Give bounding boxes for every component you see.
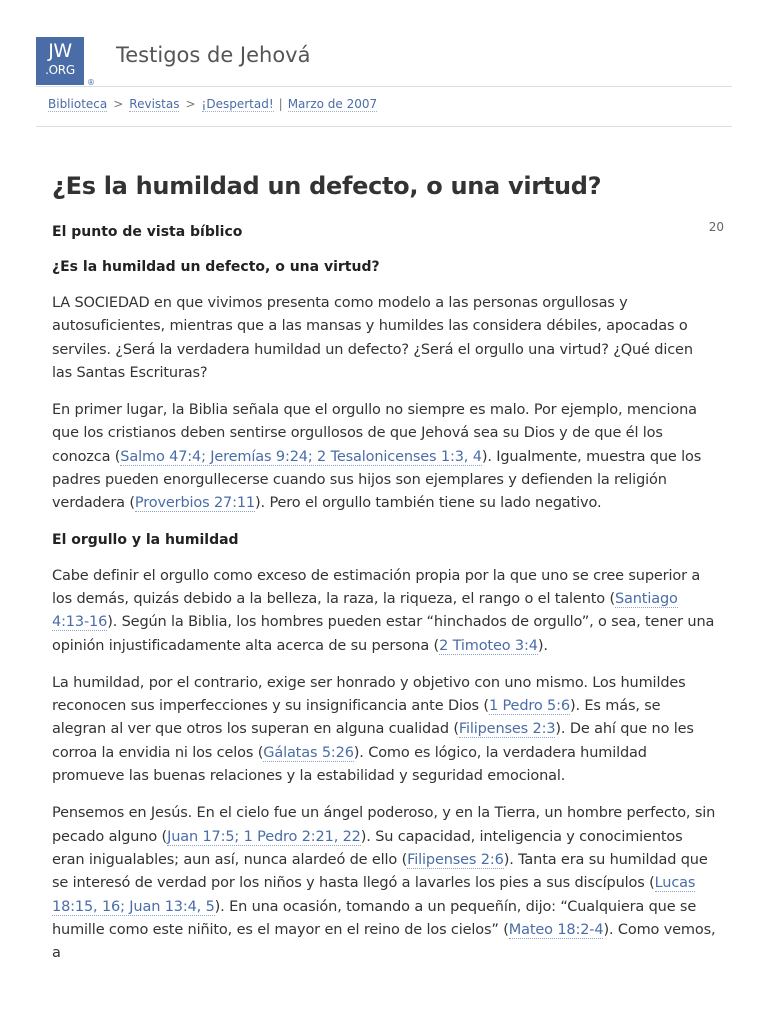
chevron-right-icon: >	[113, 97, 124, 111]
scripture-link[interactable]: Proverbios 27:11	[134, 495, 256, 512]
scripture-link[interactable]: Filipenses 2:3	[458, 721, 556, 738]
text: Cabe definir el orgullo como exceso de estimación propia por la que uno se cree superior a los demás, quizás debido a la belleza, la raza, la riqueza, el rango o el talento (	[52, 567, 701, 607]
paragraph-4	[52, 672, 716, 788]
scripture-link[interactable]: Santiago 4:13-16	[52, 590, 678, 631]
site-title[interactable]: Testigos de Jehová	[116, 43, 311, 67]
scripture-link[interactable]: Filipenses 2:6	[407, 851, 504, 868]
section-heading: El orgullo y la humildad	[52, 531, 239, 548]
registered-mark: ®	[87, 78, 95, 87]
text: ). En una ocasión, tomando a un pequeñín, dijo: “Cualquiera que se humille como este niñito, es el mayor en el reino de los cielos” (	[52, 898, 697, 938]
breadcrumb-divider	[36, 126, 732, 127]
breadcrumb-biblioteca[interactable]: Biblioteca	[48, 97, 108, 111]
scripture-link[interactable]: 1 Pedro 5:6	[488, 698, 570, 715]
jw-org-logo[interactable]	[36, 37, 84, 85]
page-number: 20	[708, 220, 724, 234]
breadcrumb-revistas[interactable]: Revistas	[129, 97, 180, 111]
header-divider	[36, 86, 732, 87]
text: ). Según la Biblia, los hombres pueden estar “hinchados de orgullo”, o sea, tener una opinión injustificadamente alta acerca de su persona (	[52, 614, 715, 654]
logo-text-jw: JW	[48, 40, 72, 62]
article	[52, 168, 724, 979]
logo-text-org: .ORG	[45, 63, 75, 77]
article-subtitle: ¿Es la humildad un defecto, o una virtud?	[52, 259, 380, 275]
breadcrumb-issue[interactable]: Marzo de 2007	[287, 97, 378, 111]
text: ). Tanta era su humildad que se interesó de verdad por los niños y hasta llegó a lavarles los pies a sus discípulos (	[52, 851, 708, 892]
paragraph-1: LA SOCIEDAD en que vivimos presenta como modelo a las personas orgullosas y autosuficientes, mientras que a las mansas y humildes las considera débiles, apocadas o serviles. ¿Será la verdadera humildad un defecto? ¿Será el orgullo una virtud? ¿Qué dicen las Santas Escrituras?	[52, 295, 693, 381]
scripture-link[interactable]: Juan 17:5; 1 Pedro 2:21, 22	[167, 828, 361, 845]
article-title: ¿Es la humildad un defecto, o una virtud?	[52, 172, 602, 200]
paragraph-5	[52, 802, 716, 965]
text: ). Como es lógico, la verdadera humildad promueve las buenas relaciones y la estabilidad y seguridad emocional.	[52, 744, 647, 785]
breadcrumb-despertad[interactable]: ¡Despertad!	[201, 97, 274, 111]
text: ). Es más, se alegran al ver que otros los superan en alguna cualidad (	[52, 698, 661, 738]
chevron-right-icon: >	[185, 97, 196, 111]
breadcrumb	[48, 97, 732, 127]
scripture-link[interactable]: Lucas 18:15, 16; Juan 13:4, 5	[52, 875, 696, 915]
scripture-link[interactable]: Mateo 18:2-4	[508, 921, 604, 938]
paragraph-3	[52, 565, 716, 658]
article-series: El punto de vista bíblico	[52, 224, 243, 240]
text: ).	[537, 637, 548, 654]
text: ). Como vemos, a	[52, 921, 716, 962]
paragraph-2	[52, 399, 716, 515]
scripture-link[interactable]: Gálatas 5:26	[263, 744, 354, 761]
breadcrumb-separator: |	[278, 97, 283, 111]
site-header	[0, 0, 768, 90]
text: ). De ahí que no les corroa la envidia ni los celos (	[52, 721, 694, 761]
scripture-link[interactable]: Salmo 47:4; Jeremías 9:24; 2 Tesalonicenses 1:3, 4	[120, 448, 482, 465]
text: Pensemos en Jesús. En el cielo fue un ángel poderoso, y en la Tierra, un hombre perfecto, sin pecado alguno (	[52, 805, 716, 845]
scripture-link[interactable]: 2 Timoteo 3:4	[439, 637, 538, 654]
text: ). Igualmente, muestra que los padres pueden enorgullecerse cuando sus hijos son ejemplares y defienden la religión verdadera (	[52, 448, 702, 512]
text: ). Pero el orgullo también tiene su lado negativo.	[255, 495, 602, 512]
text: ). Su capacidad, inteligencia y conocimientos eran inigualables; aun así, nunca alardeó de ello (	[52, 828, 683, 868]
text: En primer lugar, la Biblia señala que el orgullo no siempre es malo. Por ejemplo, menciona que los cristianos deben sentirse orgullosos de que Jehová sea su Dios y de que él los conozca (	[52, 402, 697, 465]
text: La humildad, por el contrario, exige ser honrado y objetivo con uno mismo. Los humildes reconocen sus imperfecciones y su insignificancia ante Dios (	[52, 674, 686, 715]
